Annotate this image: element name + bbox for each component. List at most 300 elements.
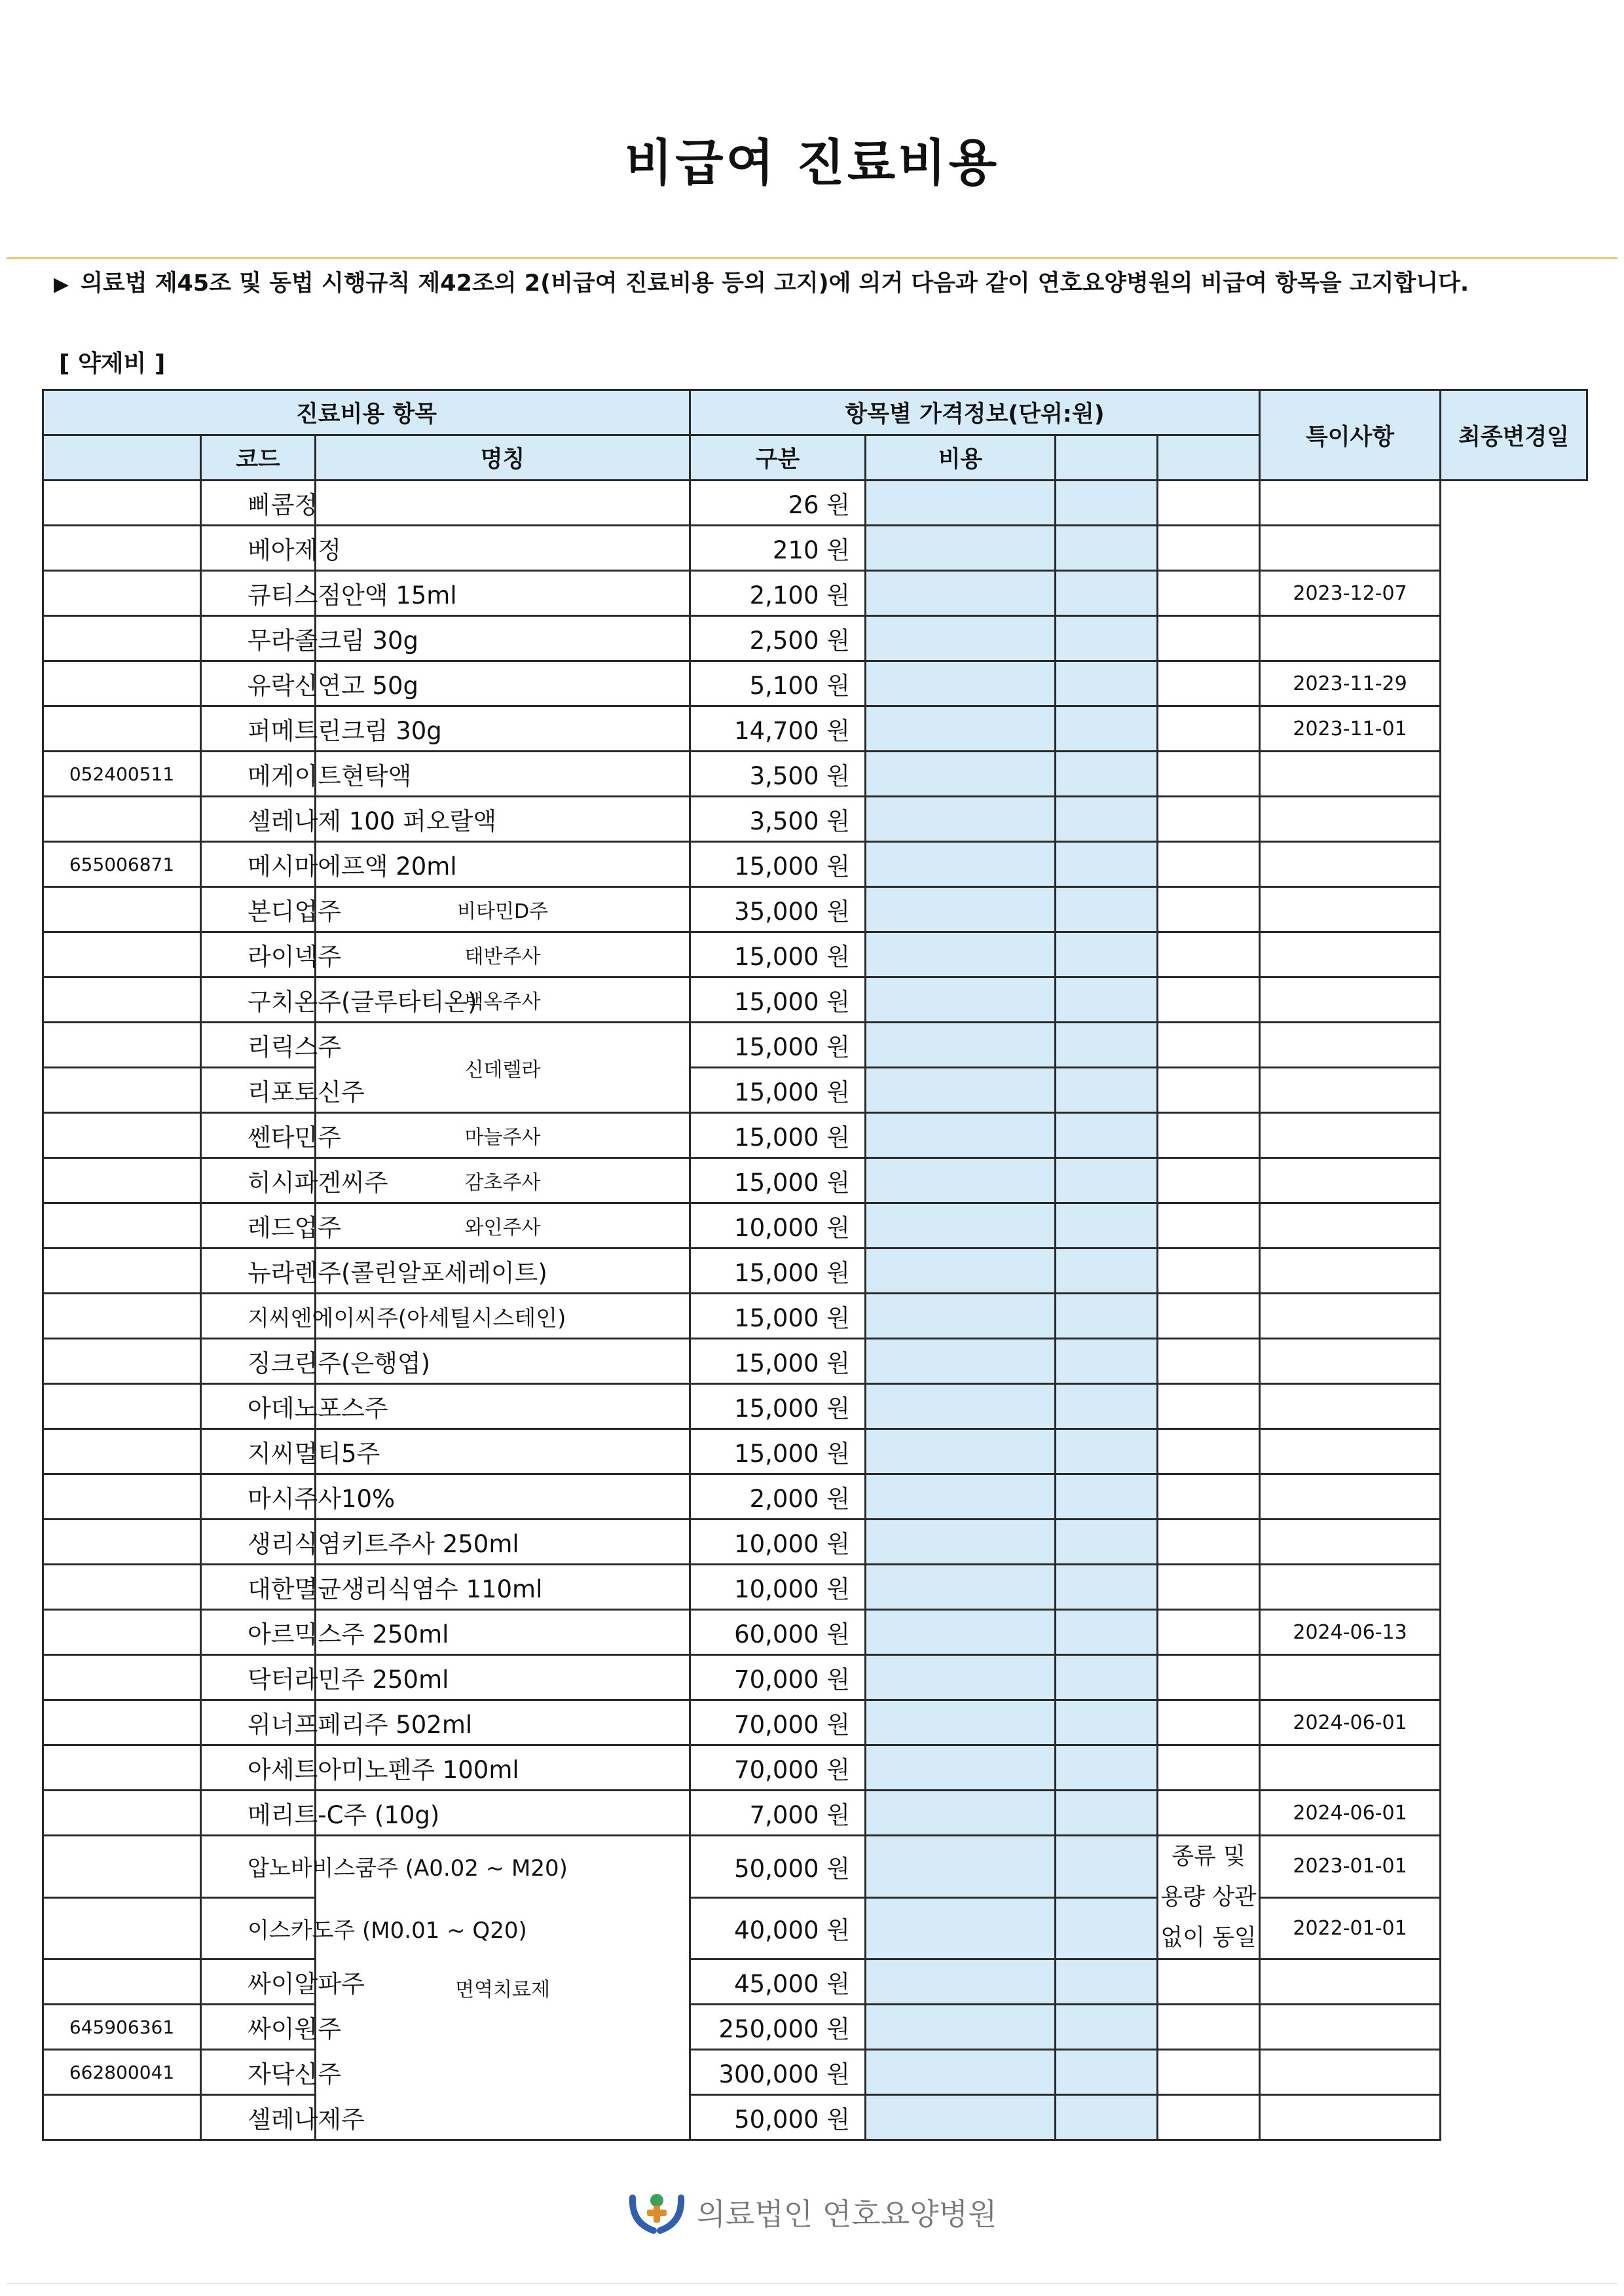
row-extra-2 [1056, 1113, 1158, 1158]
row-code [43, 1897, 201, 1959]
header-cost: 비용 [866, 435, 1056, 481]
row-code [43, 1959, 201, 2005]
row-extra-2 [1056, 1565, 1158, 1610]
row-special [1158, 1294, 1260, 1339]
row-extra-1 [866, 1836, 1056, 1898]
table-row [43, 1068, 1587, 1113]
row-code [43, 1023, 201, 1068]
footer-org-name: 의료법인 연호요양병원 [696, 2196, 997, 2232]
header-extra-1 [1056, 435, 1158, 481]
row-name: 큐티스점안액 15ml [201, 571, 316, 616]
row-special [1158, 481, 1260, 526]
row-extra-2 [1056, 2005, 1158, 2050]
row-name: 아세트아미노펜주 100ml [201, 1745, 316, 1791]
row-code [43, 977, 201, 1023]
row-cost: 5,100 원 [690, 661, 866, 706]
triangle-bullet-icon: ▶ [54, 273, 69, 296]
table-row [43, 1339, 1587, 1384]
row-code [43, 1429, 201, 1474]
row-date [1260, 1655, 1441, 1700]
row-extra-2 [1056, 1023, 1158, 1068]
price-table [42, 389, 1588, 2141]
row-special [1158, 1429, 1260, 1474]
row-date [1260, 1158, 1441, 1203]
table-row [43, 1384, 1587, 1429]
table-row [43, 481, 1587, 526]
row-extra-2 [1056, 1610, 1158, 1655]
row-cost: 14,700 원 [690, 706, 866, 752]
row-name: 본디업주 [201, 887, 316, 932]
row-code: 052400511 [43, 752, 201, 797]
table-row [43, 1565, 1587, 1610]
row-name: 리포토신주 [201, 1068, 316, 1113]
row-date [1260, 797, 1441, 842]
row-extra-2 [1056, 1474, 1158, 1520]
row-cost: 60,000 원 [690, 1610, 866, 1655]
row-code [43, 1565, 201, 1610]
row-name: 셀레나제주 [201, 2095, 316, 2140]
row-division [316, 481, 690, 526]
table-row [43, 1158, 1587, 1203]
row-code [43, 1068, 201, 1113]
row-cost: 45,000 원 [690, 1959, 866, 2005]
row-cost: 3,500 원 [690, 752, 866, 797]
row-special [1158, 1384, 1260, 1429]
row-date [1260, 887, 1441, 932]
row-date [1260, 1294, 1441, 1339]
table-row [43, 1203, 1587, 1248]
row-date [1260, 2005, 1441, 2050]
row-date [1260, 2050, 1441, 2095]
row-date [1260, 1520, 1441, 1565]
row-extra-2 [1056, 1339, 1158, 1384]
row-code [43, 616, 201, 661]
row-special [1158, 2095, 1260, 2140]
row-name: 퍼메트린크림 30g [201, 706, 316, 752]
row-special [1158, 1700, 1260, 1745]
row-name: 자닥신주 [201, 2050, 316, 2095]
row-special [1158, 932, 1260, 977]
row-special [1158, 887, 1260, 932]
row-name: 대한멸균생리식염수 110ml [201, 1565, 316, 1610]
row-name: 히시파겐씨주 [201, 1158, 316, 1203]
row-cost: 300,000 원 [690, 2050, 866, 2095]
row-name: 마시주사10% [201, 1474, 316, 1520]
row-extra-1 [866, 1384, 1056, 1429]
row-cost: 210 원 [690, 526, 866, 571]
row-extra-2 [1056, 1897, 1158, 1959]
title-divider [7, 257, 1617, 259]
row-name: 위너프페리주 502ml [201, 1700, 316, 1745]
row-name: 구치온주(글루타티온) [201, 977, 316, 1023]
table-row [43, 1023, 1587, 1068]
row-extra-1 [866, 1113, 1056, 1158]
row-cost: 10,000 원 [690, 1520, 866, 1565]
row-code [43, 1248, 201, 1294]
row-extra-1 [866, 1655, 1056, 1700]
row-extra-1 [866, 1339, 1056, 1384]
row-code [43, 1745, 201, 1791]
row-code [43, 1520, 201, 1565]
row-extra-1 [866, 1158, 1056, 1203]
row-cost: 15,000 원 [690, 1294, 866, 1339]
row-extra-1 [866, 1068, 1056, 1113]
row-cost: 15,000 원 [690, 977, 866, 1023]
row-code [43, 1294, 201, 1339]
table-row [43, 2050, 1587, 2095]
row-date [1260, 526, 1441, 571]
row-cost: 26 원 [690, 481, 866, 526]
row-extra-2 [1056, 1959, 1158, 2005]
row-extra-2 [1056, 706, 1158, 752]
notice-text [54, 265, 1469, 298]
row-cost: 3,500 원 [690, 797, 866, 842]
row-division: 감초주사 [316, 1158, 690, 1203]
row-code [43, 706, 201, 752]
table-row [43, 1897, 1587, 1959]
row-special [1158, 571, 1260, 616]
row-extra-1 [866, 1294, 1056, 1339]
row-code [43, 661, 201, 706]
row-date: 2023-11-01 [1260, 706, 1441, 752]
row-special-note: 종류 및 용량 상관없이 동일 [1158, 1836, 1260, 1959]
row-special [1158, 706, 1260, 752]
row-extra-2 [1056, 1655, 1158, 1700]
row-extra-1 [866, 1429, 1056, 1474]
row-extra-2 [1056, 797, 1158, 842]
row-cost: 15,000 원 [690, 1068, 866, 1113]
row-cost: 15,000 원 [690, 1113, 866, 1158]
row-code [43, 526, 201, 571]
row-date [1260, 977, 1441, 1023]
table-row [43, 1113, 1587, 1158]
row-extra-1 [866, 842, 1056, 887]
row-division: 신데렐라 [316, 1023, 690, 1113]
row-special [1158, 1791, 1260, 1836]
row-extra-1 [866, 1474, 1056, 1520]
table-row [43, 887, 1587, 932]
row-division: 마늘주사 [316, 1113, 690, 1158]
row-name: 싸이알파주 [201, 1959, 316, 2005]
row-cost: 40,000 원 [690, 1897, 866, 1959]
row-special [1158, 1655, 1260, 1700]
row-extra-1 [866, 526, 1056, 571]
row-name: 메리트-C주 (10g) [201, 1791, 316, 1836]
header-extra-2 [1158, 435, 1260, 481]
row-date: 2023-11-29 [1260, 661, 1441, 706]
row-name: 생리식염키트주사 250ml [201, 1520, 316, 1565]
row-date [1260, 2095, 1441, 2140]
row-extra-1 [866, 752, 1056, 797]
row-date [1260, 616, 1441, 661]
table-row [43, 2005, 1587, 2050]
row-special [1158, 842, 1260, 887]
row-code [43, 932, 201, 977]
row-extra-2 [1056, 526, 1158, 571]
row-cost: 15,000 원 [690, 1384, 866, 1429]
notice-body: 의료법 제45조 및 동법 시행규칙 제42조의 2(비급여 진료비용 등의 고지)에 의거 다음과 같이 연호요양병원의 비급여 항목을 고지합니다. [81, 270, 1469, 297]
row-special [1158, 1248, 1260, 1294]
row-special [1158, 797, 1260, 842]
row-date: 2022-01-01 [1260, 1897, 1441, 1959]
table-row [43, 1791, 1587, 1836]
header-code: 코드 [201, 435, 316, 481]
row-extra-2 [1056, 1745, 1158, 1791]
row-extra-1 [866, 1959, 1056, 2005]
row-extra-1 [866, 932, 1056, 977]
row-date [1260, 1429, 1441, 1474]
row-name: 징크린주(은행엽) [201, 1339, 316, 1384]
row-cost: 250,000 원 [690, 2005, 866, 2050]
row-extra-2 [1056, 1791, 1158, 1836]
row-code [43, 1339, 201, 1384]
row-special [1158, 1203, 1260, 1248]
row-extra-1 [866, 1745, 1056, 1791]
row-code [43, 1610, 201, 1655]
row-extra-1 [866, 1023, 1056, 1068]
row-name: 지씨엔에이씨주(아세틸시스테인) [201, 1294, 316, 1339]
row-special [1158, 526, 1260, 571]
row-date: 2024-06-01 [1260, 1791, 1441, 1836]
row-code [43, 1791, 201, 1836]
header-name: 명칭 [316, 435, 690, 481]
row-code [43, 1113, 201, 1158]
row-code [43, 2095, 201, 2140]
row-code [43, 1655, 201, 1700]
row-extra-2 [1056, 1068, 1158, 1113]
row-extra-1 [866, 1897, 1056, 1959]
row-name: 지씨멀티5주 [201, 1429, 316, 1474]
row-special [1158, 977, 1260, 1023]
table-row [43, 1610, 1587, 1655]
row-name: 메시마에프액 20ml [201, 842, 316, 887]
row-cost: 10,000 원 [690, 1565, 866, 1610]
table-row [43, 1836, 1587, 1898]
row-extra-2 [1056, 2095, 1158, 2140]
row-extra-2 [1056, 1248, 1158, 1294]
row-extra-1 [866, 1791, 1056, 1836]
row-code [43, 1158, 201, 1203]
row-cost: 15,000 원 [690, 842, 866, 887]
row-special [1158, 1339, 1260, 1384]
row-name: 셀레나제 100 퍼오랄액 [201, 797, 316, 842]
row-date [1260, 1203, 1441, 1248]
row-extra-1 [866, 1565, 1056, 1610]
row-extra-2 [1056, 661, 1158, 706]
table-row [43, 1248, 1587, 1294]
row-extra-1 [866, 706, 1056, 752]
row-name: 아르믹스주 250ml [201, 1610, 316, 1655]
row-extra-1 [866, 1610, 1056, 1655]
header-group-price: 항목별 가격정보(단위:원) [690, 390, 1260, 435]
row-division: 와인주사 [316, 1203, 690, 1248]
row-extra-2 [1056, 616, 1158, 661]
table-row [43, 1294, 1587, 1339]
row-division: 백옥주사 [316, 977, 690, 1023]
row-special [1158, 1745, 1260, 1791]
row-cost: 2,500 원 [690, 616, 866, 661]
table-row [43, 571, 1587, 616]
row-date [1260, 1068, 1441, 1113]
row-name: 메게이트현탁액 [201, 752, 316, 797]
row-name: 닥터라민주 250ml [201, 1655, 316, 1700]
row-extra-1 [866, 1700, 1056, 1745]
row-special [1158, 661, 1260, 706]
table-row [43, 661, 1587, 706]
row-date [1260, 1384, 1441, 1429]
row-date [1260, 1565, 1441, 1610]
row-cost: 50,000 원 [690, 2095, 866, 2140]
footer [0, 2190, 1624, 2243]
row-date: 2024-06-13 [1260, 1610, 1441, 1655]
row-date [1260, 481, 1441, 526]
table-row [43, 797, 1587, 842]
row-cost: 10,000 원 [690, 1203, 866, 1248]
row-extra-1 [866, 661, 1056, 706]
hospital-logo-icon [627, 2190, 686, 2243]
row-extra-2 [1056, 887, 1158, 932]
row-date [1260, 752, 1441, 797]
row-extra-1 [866, 1203, 1056, 1248]
row-special [1158, 1565, 1260, 1610]
table-row [43, 706, 1587, 752]
row-code [43, 797, 201, 842]
header-group-items: 진료비용 항목 [43, 390, 690, 435]
row-name: 무라졸크림 30g [201, 616, 316, 661]
row-extra-2 [1056, 1520, 1158, 1565]
row-extra-2 [1056, 481, 1158, 526]
row-extra-1 [866, 2005, 1056, 2050]
row-date [1260, 1248, 1441, 1294]
row-date [1260, 1023, 1441, 1068]
row-name: 싸이원주 [201, 2005, 316, 2050]
row-extra-2 [1056, 842, 1158, 887]
row-code [43, 1700, 201, 1745]
row-special [1158, 1959, 1260, 2005]
row-cost: 2,000 원 [690, 1474, 866, 1520]
row-extra-2 [1056, 752, 1158, 797]
row-special [1158, 752, 1260, 797]
row-extra-1 [866, 887, 1056, 932]
row-division: 면역치료제 [316, 1836, 690, 2140]
row-name: 레드업주 [201, 1203, 316, 1248]
row-special [1158, 1520, 1260, 1565]
row-cost: 15,000 원 [690, 1429, 866, 1474]
row-extra-1 [866, 797, 1056, 842]
page-title: 비급여 진료비용 [624, 134, 1000, 192]
row-name: 뉴라렌주(콜린알포세레이트) [201, 1248, 316, 1294]
table-row [43, 932, 1587, 977]
table-row [43, 2095, 1587, 2140]
row-name: 아데노포스주 [201, 1384, 316, 1429]
row-extra-2 [1056, 1700, 1158, 1745]
row-date [1260, 1474, 1441, 1520]
left-blank-column [43, 435, 201, 481]
row-cost: 7,000 원 [690, 1791, 866, 1836]
row-division: 비타민D주 [316, 887, 690, 932]
row-special [1158, 1474, 1260, 1520]
row-code [43, 887, 201, 932]
row-extra-1 [866, 616, 1056, 661]
row-special [1158, 2050, 1260, 2095]
row-date [1260, 932, 1441, 977]
row-extra-2 [1056, 571, 1158, 616]
row-extra-1 [866, 481, 1056, 526]
row-cost: 35,000 원 [690, 887, 866, 932]
table-row [43, 1655, 1587, 1700]
row-special [1158, 1068, 1260, 1113]
table-row [43, 526, 1587, 571]
row-special [1158, 2005, 1260, 2050]
table-row [43, 1429, 1587, 1474]
row-date: 2024-06-01 [1260, 1700, 1441, 1745]
row-extra-2 [1056, 1203, 1158, 1248]
table-row [43, 616, 1587, 661]
row-name: 베아제정 [201, 526, 316, 571]
row-extra-2 [1056, 932, 1158, 977]
header-last-changed: 최종변경일 [1441, 390, 1587, 481]
row-code: 662800041 [43, 2050, 201, 2095]
row-extra-2 [1056, 1294, 1158, 1339]
row-code [43, 481, 201, 526]
row-extra-1 [866, 1248, 1056, 1294]
row-name: 라이넥주 [201, 932, 316, 977]
row-extra-1 [866, 2095, 1056, 2140]
row-name: 쎈타민주 [201, 1113, 316, 1158]
table-row [43, 1959, 1587, 2005]
row-extra-2 [1056, 977, 1158, 1023]
row-name: 리릭스주 [201, 1023, 316, 1068]
row-code [43, 1474, 201, 1520]
table-row [43, 752, 1587, 797]
row-extra-1 [866, 2050, 1056, 2095]
row-cost: 70,000 원 [690, 1655, 866, 1700]
table-row [43, 977, 1587, 1023]
row-name: 삐콤정 [201, 481, 316, 526]
bottom-divider [7, 2283, 1617, 2284]
row-date [1260, 1113, 1441, 1158]
row-date: 2023-01-01 [1260, 1836, 1441, 1898]
row-cost: 50,000 원 [690, 1836, 866, 1898]
row-division [316, 526, 690, 571]
row-cost: 15,000 원 [690, 1339, 866, 1384]
row-cost: 15,000 원 [690, 932, 866, 977]
row-cost: 15,000 원 [690, 1248, 866, 1294]
row-special [1158, 616, 1260, 661]
row-cost: 15,000 원 [690, 1158, 866, 1203]
row-special [1158, 1158, 1260, 1203]
row-cost: 70,000 원 [690, 1700, 866, 1745]
row-cost: 70,000 원 [690, 1745, 866, 1791]
row-extra-2 [1056, 1836, 1158, 1898]
row-extra-2 [1056, 2050, 1158, 2095]
row-date [1260, 842, 1441, 887]
row-extra-1 [866, 977, 1056, 1023]
table-row [43, 1474, 1587, 1520]
row-date: 2023-12-07 [1260, 571, 1441, 616]
table-row [43, 1700, 1587, 1745]
section-label: [ 약제비 ] [59, 350, 166, 377]
row-special [1158, 1023, 1260, 1068]
row-cost: 2,100 원 [690, 571, 866, 616]
row-date [1260, 1339, 1441, 1384]
row-code: 645906361 [43, 2005, 201, 2050]
row-code [43, 571, 201, 616]
row-division: 태반주사 [316, 932, 690, 977]
row-code: 655006871 [43, 842, 201, 887]
row-date [1260, 1959, 1441, 2005]
table-row [43, 842, 1587, 887]
